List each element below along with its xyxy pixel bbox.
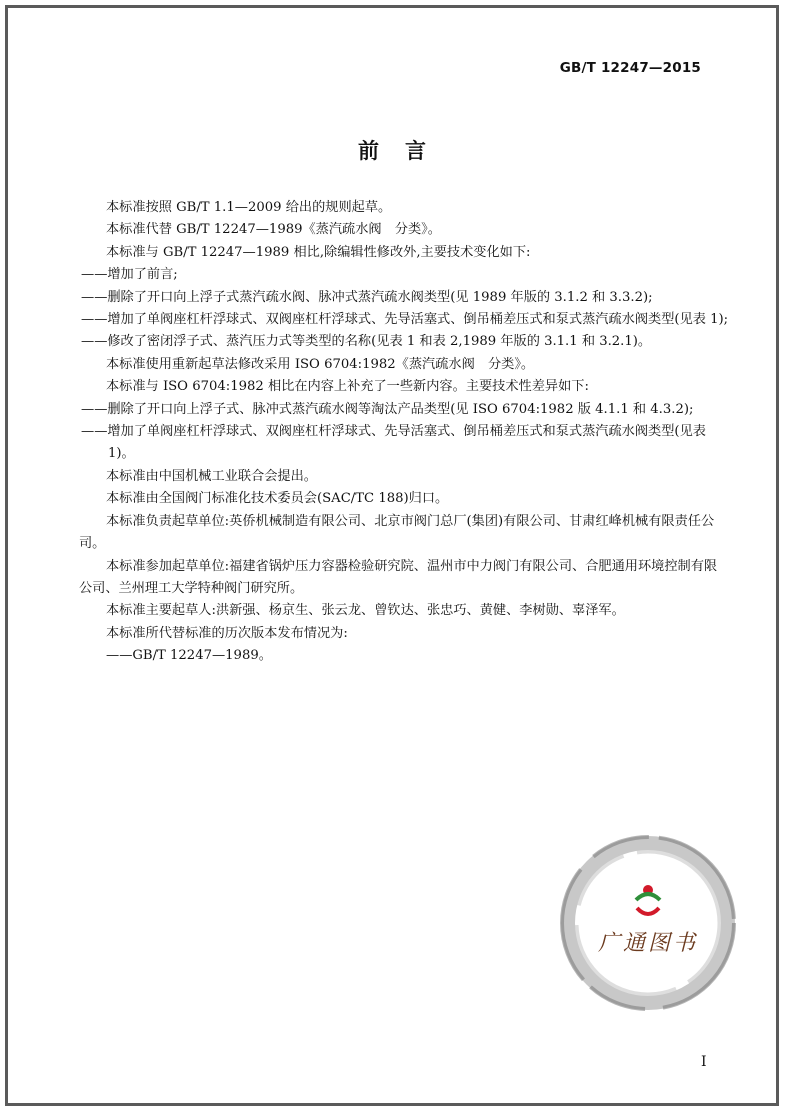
logo-icon	[636, 885, 660, 914]
paragraph: 本标准与 ISO 6704:1982 相比在内容上补充了一些新内容。主要技术性差异如下:	[106, 379, 589, 395]
document-body	[79, 197, 729, 668]
paragraph: 本标准所代替标准的历次版本发布情况为:	[106, 625, 348, 641]
paragraph: 本标准使用重新起草法修改采用 ISO 6704:1982《蒸汽疏水阀 分类》。	[106, 356, 535, 372]
list-item: ——增加了单阀座杠杆浮球式、双阀座杠杆浮球式、先导活塞式、倒吊桶差压式和泵式蒸汽疏水阀类型(见表 1);	[81, 312, 729, 328]
list-item: ——修改了密闭浮子式、蒸汽压力式等类型的名称(见表 1 和表 2,1989 年版的 3.1.1 和 3.2.1)。	[81, 334, 652, 350]
paragraph: 本标准按照 GB/T 1.1—2009 给出的规则起草。	[106, 200, 392, 215]
list-item: ——删除了开口向上浮子式蒸汽疏水阀、脉冲式蒸汽疏水阀类型(见 1989 年版的 3.1.2 和 3.3.2);	[81, 289, 653, 305]
page-number: I	[701, 1054, 707, 1070]
page-title: 前言	[358, 139, 452, 163]
paragraph: 本标准由全国阀门标准化技术委员会(SAC/TC 188)归口。	[106, 491, 449, 507]
standard-number: GB/T 12247—2015	[559, 60, 701, 76]
ink-ring-icon	[562, 837, 734, 1009]
paragraph: 本标准负责起草单位:英侨机械制造有限公司、北京市阀门总厂(集团)有限公司、甘肃红峰机械有限责任公司。	[79, 513, 715, 552]
document-page	[5, 5, 779, 1106]
paragraph: 本标准主要起草人:洪新强、杨京生、张云龙、曾钦达、张忠巧、黄健、李树勋、辜泽军。	[106, 603, 625, 619]
paragraph: ——GB/T 12247—1989。	[106, 648, 272, 664]
list-item: ——删除了开口向上浮子式、脉冲式蒸汽疏水阀等淘汰产品类型(见 ISO 6704:1982 版 4.1.1 和 4.3.2);	[81, 401, 694, 417]
paragraph: 本标准由中国机械工业联合会提出。	[106, 468, 317, 484]
seal-text: 广通图书	[597, 931, 699, 956]
paragraph: 本标准参加起草单位:福建省锅炉压力容器检验研究院、温州市中力阀门有限公司、合肥通用环境控制有限公司、兰州理工大学特种阀门研究所。	[79, 558, 718, 596]
publisher-seal	[553, 828, 743, 1018]
list-item: ——增加了单阀座杠杆浮球式、双阀座杠杆浮球式、先导活塞式、倒吊桶差压式和泵式蒸汽疏水阀类型(见表 1)。	[81, 424, 706, 462]
paragraph: 本标准代替 GB/T 12247—1989《蒸汽疏水阀 分类》。	[106, 222, 441, 238]
paragraph: 本标准与 GB/T 12247—1989 相比,除编辑性修改外,主要技术变化如下:	[106, 244, 531, 260]
list-item: ——增加了前言;	[81, 267, 178, 283]
